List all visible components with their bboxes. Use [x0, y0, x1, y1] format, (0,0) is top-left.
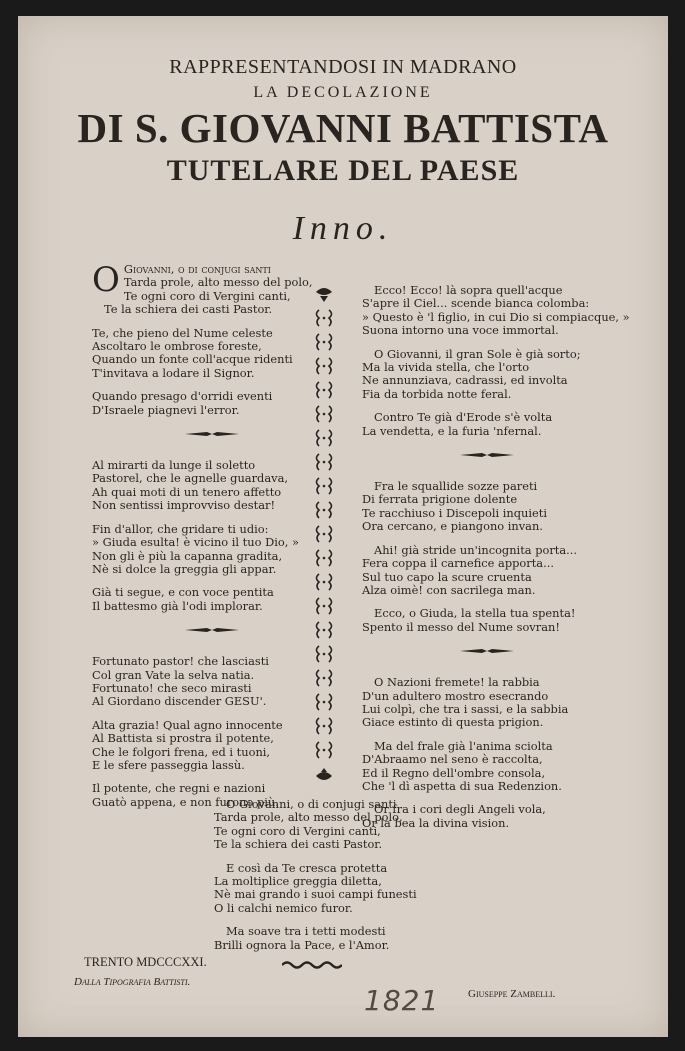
drop-cap: O — [92, 260, 120, 300]
verse-line: O li calchi nemico furor. — [214, 900, 353, 915]
stanza — [92, 390, 332, 417]
imprint-place: TRENTO MDCCCXXI. — [84, 955, 207, 969]
verse-line: Suona intorno una voce immortal. — [362, 323, 559, 338]
verse-line: Lui colpì, che tra i sassi, e la sabbia — [362, 701, 569, 716]
verse-line: Giovanni, o di conjugi santi — [123, 262, 271, 276]
closing-stanzas — [214, 798, 464, 962]
verse-line: Che 'l dì aspetta di sua Redenzion. — [362, 778, 562, 793]
stanza — [92, 586, 332, 613]
verse-line: Non gli è più la capanna gradita, — [92, 548, 283, 563]
verse-line: Alta grazia! Qual agno innocente — [92, 717, 283, 732]
verse-line: Che le folgori frena, ed i tuoni, — [92, 744, 271, 759]
verse-line: La moltiplice greggia diletta, — [214, 874, 382, 889]
handwritten-year: 1821 — [364, 984, 440, 1017]
verse-line: Contro Te già d'Erode s'è volta — [374, 410, 553, 425]
verse-line: Col gran Vate la selva natia. — [92, 667, 255, 682]
verse-line: E le sfere passeggia lassù. — [92, 757, 245, 772]
verse-line: La vendetta, e la furia 'nfernal. — [362, 423, 542, 438]
verse-line: Fin d'allor, che gridare ti udio: — [92, 521, 269, 536]
left-column — [92, 260, 332, 819]
verse-line: Ma soave tra i tetti modesti — [226, 924, 386, 939]
verse-line: Tarda prole, alto messo del polo, — [214, 810, 403, 825]
verse-line: Quando un fonte coll'acque ridenti — [92, 352, 293, 367]
verse-line: Te ogni coro di Vergini canti, — [123, 288, 291, 303]
verse-line: D'Abraamo nel seno è raccolta, — [362, 752, 543, 767]
verse-line: Spento il messo del Nume sovran! — [362, 619, 560, 634]
verse-line: Fortunato pastor! che lasciasti — [92, 654, 269, 669]
dash-ornament — [362, 448, 612, 462]
verse-line: Alza oimè! con sacrilega man. — [362, 582, 536, 597]
hymn-title: Inno. — [292, 210, 394, 247]
imprint-press: Dalla Tipografia Battisti. — [74, 976, 191, 988]
verse-line: Ora cercano, e piangono invan. — [362, 519, 543, 534]
verse-line: Ecco! Ecco! là sopra quell'acque — [374, 283, 563, 297]
stanza — [214, 798, 464, 852]
verse-line: Or fra i cori degli Angeli vola, — [374, 802, 546, 817]
dash-ornament — [362, 644, 612, 658]
verse-line: Nè si dolce la greggia gli appar. — [92, 561, 277, 576]
verse-line: Ne annunziava, cadrassi, ed involta — [362, 373, 568, 388]
verse-line: Fia da torbida notte feral. — [362, 386, 512, 401]
verse-line: Te la schiera dei casti Pastor. — [214, 837, 383, 852]
verse-line: » Questo è 'l figlio, in cui Dio si compiacque, » — [362, 309, 630, 324]
right-column — [362, 283, 630, 840]
verse-line: Ecco, o Giuda, la stella tua spenta! — [374, 606, 576, 621]
verse-line: Or la bea la divina vision. — [362, 815, 510, 830]
verse-line: Ascoltaro le ombrose foreste, — [92, 339, 262, 354]
verse-line: Al Battista si prostra il potente, — [92, 731, 274, 746]
stanza — [92, 459, 332, 513]
verse-line: Te, che pieno del Nume celeste — [92, 325, 273, 340]
title-line-2: LA DECOLAZIONE — [253, 84, 433, 101]
stanza — [362, 480, 612, 534]
verse-line: Il potente, che regni e nazioni — [92, 781, 266, 796]
verse-line: Fortunato! che seco mirasti — [92, 680, 252, 695]
verse-line: Giace estinto di questa prigion. — [362, 715, 544, 730]
verse-line: O Nazioni fremete! la rabbia — [374, 675, 540, 690]
verse-line: Ma del frale già l'anima sciolta — [374, 738, 553, 753]
stanza — [92, 523, 332, 577]
verse-line: Già ti segue, e con voce pentita — [92, 585, 274, 600]
verse-line: E così da Te cresca protetta — [226, 860, 388, 875]
verse-line: Pastorel, che le agnelle guardava, — [92, 471, 288, 486]
verse-line: Al mirarti da lunge il soletto — [92, 458, 256, 473]
verse-line: Te la schiera dei casti Pastor. — [104, 302, 273, 317]
verse-line: Ahi! già stride un'incognita porta... — [374, 542, 578, 557]
stanza — [92, 719, 332, 773]
imprint-author: Giuseppe Zambelli. — [468, 988, 556, 1000]
verse-line: Ah quai moti di un tenero affetto — [92, 484, 282, 499]
dash-ornament — [92, 427, 332, 441]
broadside-sheet — [18, 16, 668, 1037]
stanza — [362, 411, 612, 438]
verse-line: O Giovanni, il gran Sole è già sorto; — [374, 346, 581, 361]
verse-line: Nè mai grando i suoi campi funesti — [214, 887, 417, 902]
stanza — [362, 348, 612, 402]
main-title: DI S. GIOVANNI BATTISTA — [77, 105, 609, 151]
verse-line: » Giuda esulta! è vicino il tuo Dio, » — [92, 535, 299, 550]
verse-line: D'un adultero mostro esecrando — [362, 688, 549, 703]
dash-ornament — [92, 623, 332, 637]
verse-line: Non sentissi improvviso destar! — [92, 498, 276, 513]
wave-ornament-icon — [282, 960, 342, 970]
verse-line: Guatò appena, e non furono più. — [92, 794, 279, 809]
stanza — [362, 676, 612, 730]
verse-line: Tarda prole, alto messo del polo, — [123, 275, 313, 290]
stanza — [92, 327, 332, 381]
stanza — [214, 862, 464, 916]
verse-line: Quando presago d'orridi eventi — [92, 389, 273, 404]
stanza — [362, 607, 612, 634]
fleuron-border-icon — [312, 284, 336, 788]
verse-line: Brilli ognora la Pace, e l'Amor. — [214, 937, 390, 952]
stanza — [92, 655, 332, 709]
verse-line: Te ogni coro di Vergini canti, — [214, 823, 381, 838]
verse-line: S'apre il Ciel... scende bianca colomba: — [362, 296, 590, 311]
verse-line: Di ferrata prigione dolente — [362, 492, 518, 507]
verse-line: Fera coppa il carnefice apporta... — [362, 556, 554, 571]
verse-line: Sul tuo capo la scure cruenta — [362, 569, 532, 584]
verse-line: O Giovanni, o di conjugi santi — [226, 797, 397, 811]
stanza — [214, 925, 464, 952]
verse-line: Ed il Regno dell'ombre consola, — [362, 765, 546, 780]
verse-line: Te racchiuso i Discepoli inquieti — [362, 505, 547, 520]
stanza — [362, 544, 612, 598]
stanza — [362, 283, 630, 338]
stanza — [362, 740, 612, 794]
verse-line: T'invitava a lodare il Signor. — [92, 365, 255, 380]
stanza — [92, 260, 332, 317]
verse-line: Ma la vivida stella, che l'orto — [362, 360, 530, 375]
title-line-1: RAPPRESENTANDOSI IN MADRANO — [169, 56, 517, 78]
verse-line: D'Israele piagnevi l'error. — [92, 402, 240, 417]
verse-line: Al Giordano discender GESU'. — [92, 694, 267, 709]
subtitle: TUTELARE DEL PAESE — [166, 154, 520, 187]
verse-line: Fra le squallide sozze pareti — [374, 479, 538, 494]
verse-line: Il battesmo già l'odi implorar. — [92, 598, 263, 613]
central-ornament-column — [312, 284, 336, 788]
